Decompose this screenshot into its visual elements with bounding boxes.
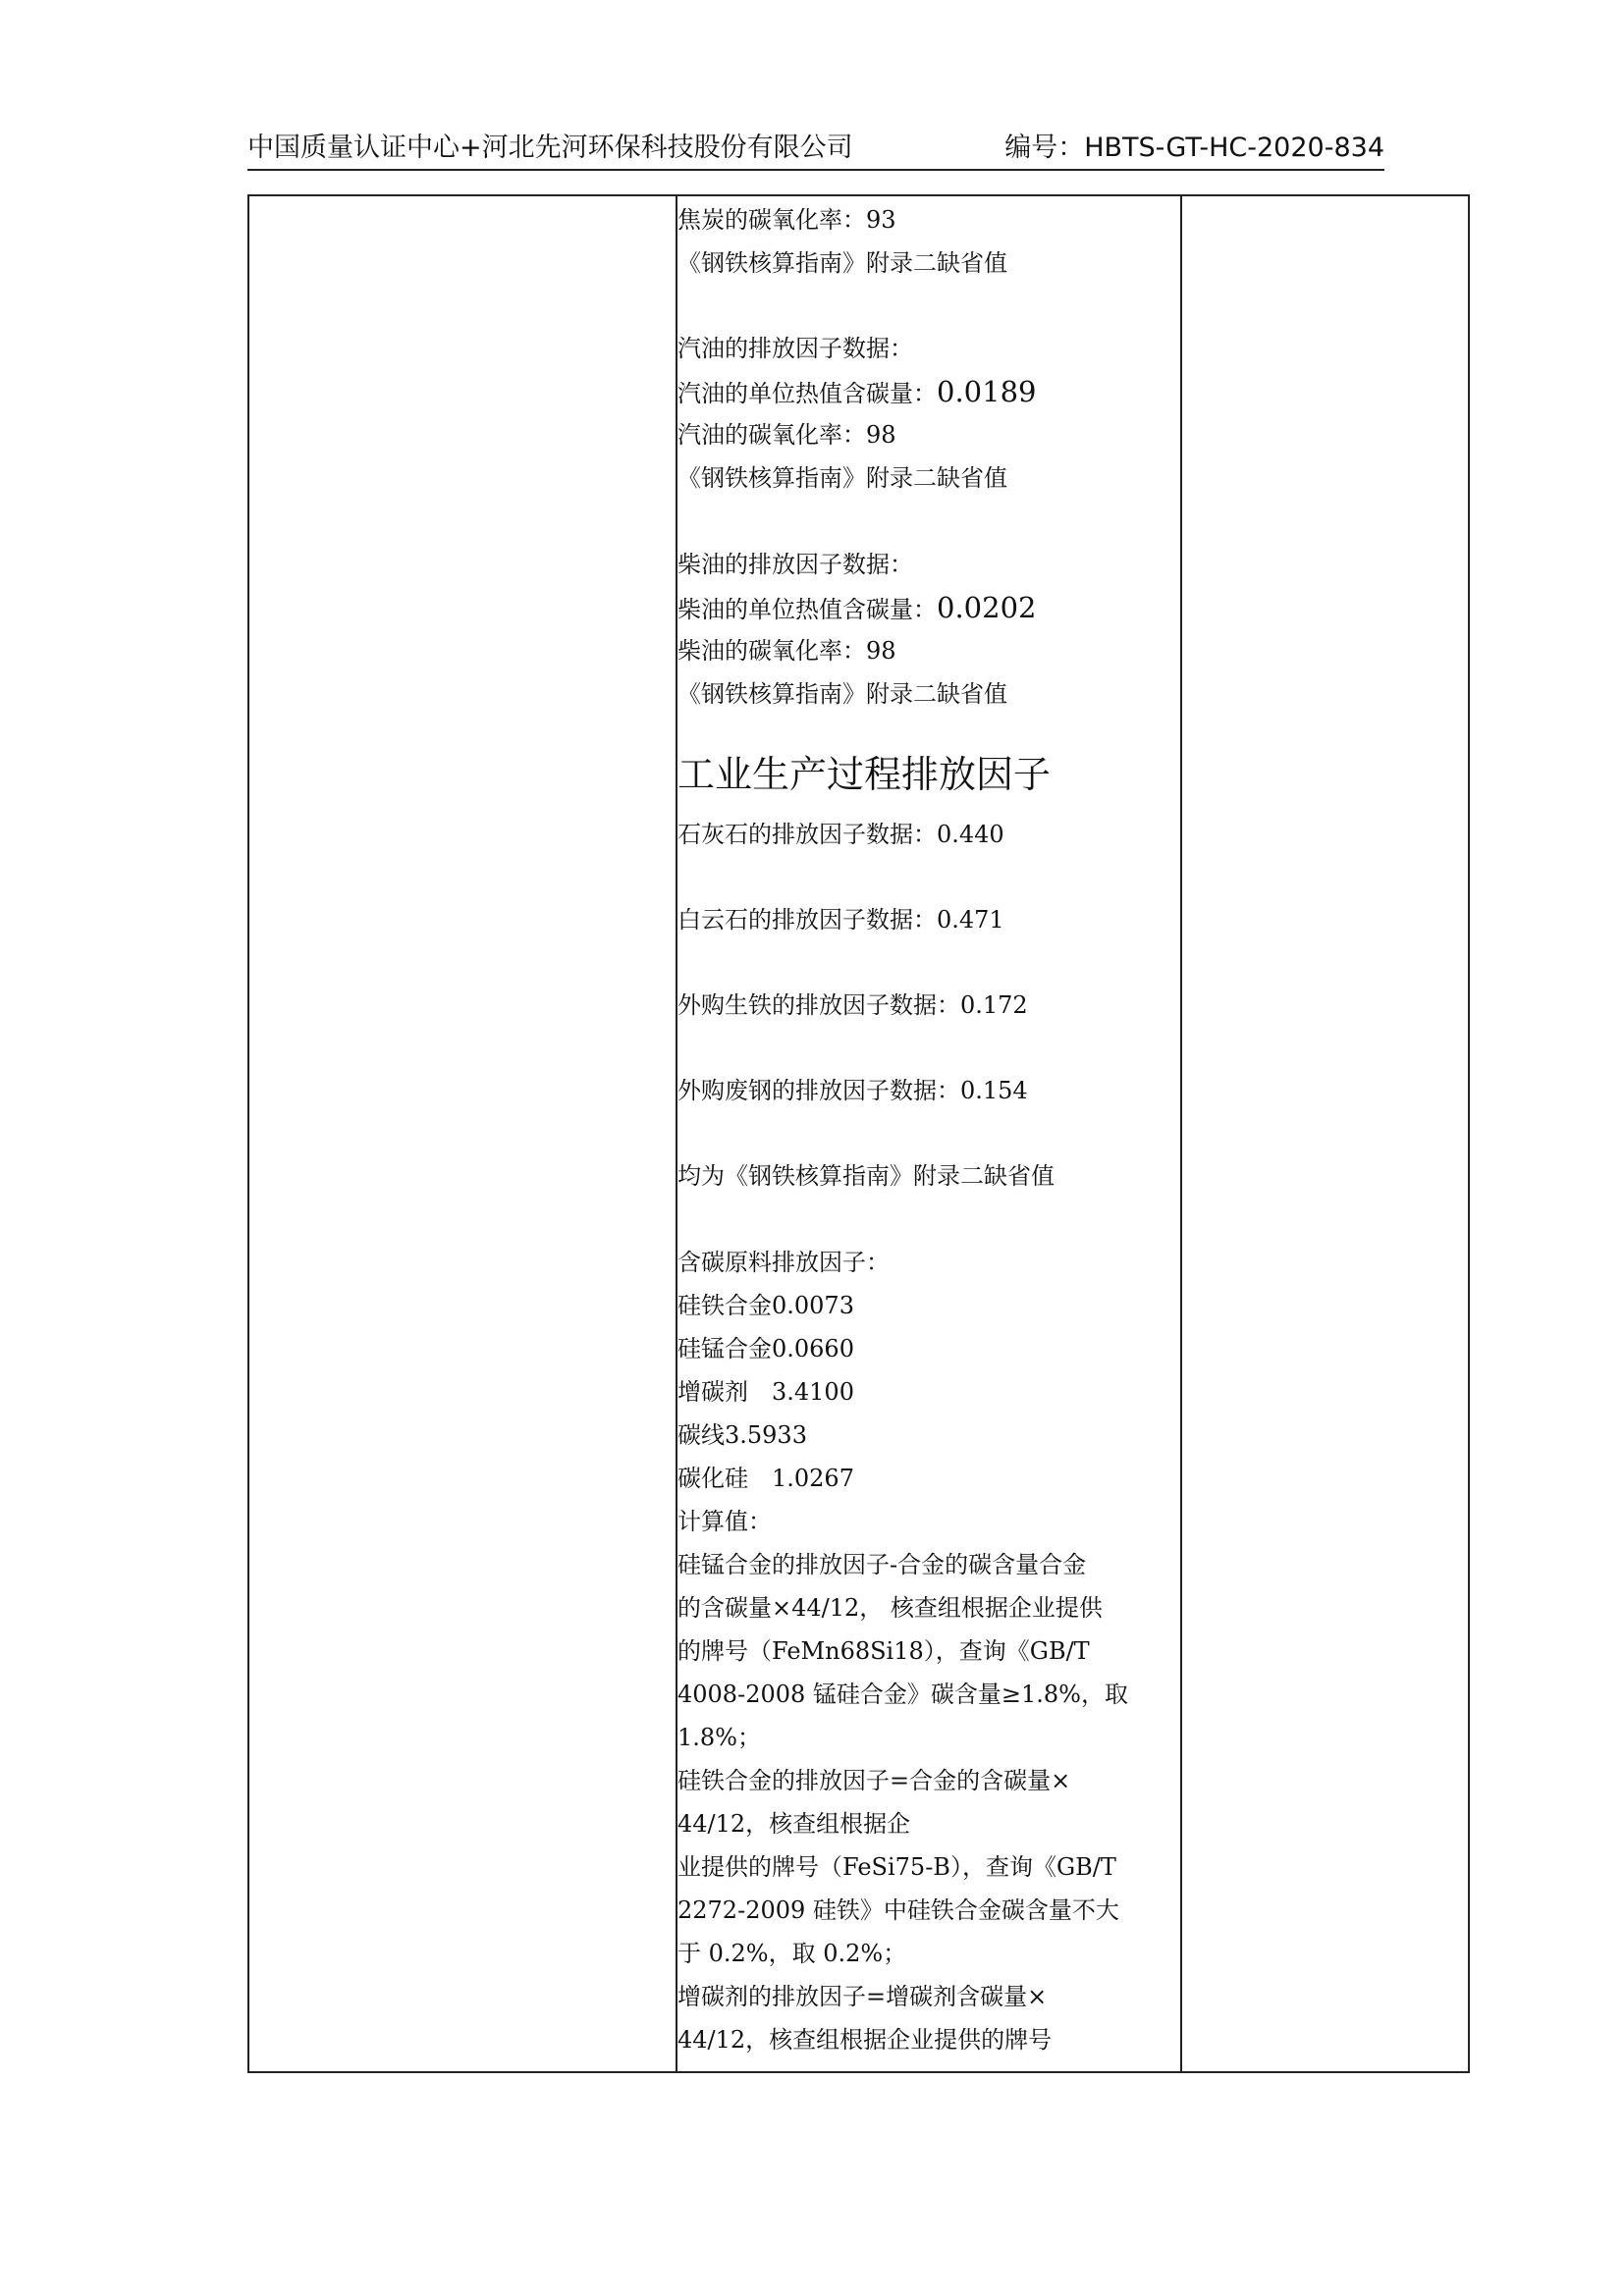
calc-line: 于 0.2%，取 0.2%；: [677, 1940, 907, 1967]
carbon-material-item: 碳线3.5933: [677, 1421, 807, 1449]
diesel-title: 柴油的排放因子数据：: [677, 551, 913, 578]
diesel-oxidation: 柴油的碳氧化率：98: [677, 637, 896, 665]
calc-line: 2272-2009 硅铁》中硅铁合金碳含量不大: [677, 1896, 1119, 1924]
carbon-material-item: 碳化硅 1.0267: [677, 1465, 854, 1492]
calc-line: 44/12，核查组根据企业提供的牌号: [677, 2026, 1053, 2054]
carbon-material-item: 硅铁合金0.0073: [677, 1292, 854, 1319]
organization-name: 中国质量认证中心+河北先河环保科技股份有限公司: [247, 133, 853, 163]
calc-line: 的牌号（FeMn68Si18），查询《GB/T: [677, 1637, 1090, 1665]
diesel-carbon-label: 柴油的单位热值含碳量：: [677, 596, 937, 623]
document-number: 编号：HBTS-GT-HC-2020-834: [1004, 133, 1384, 163]
calc-line: 增碳剂的排放因子=增碳剂含碳量×: [677, 1983, 1048, 2010]
diesel-carbon-value: 0.0202: [937, 591, 1037, 624]
calc-line: 4008-2008 锰硅合金》碳含量≥1.8%，取: [677, 1681, 1128, 1708]
gasoline-carbon-label: 汽油的单位热值含碳量：: [677, 380, 937, 407]
coke-oxidation: 焦炭的碳氧化率：93: [677, 206, 896, 234]
carbon-material-item: 增碳剂 3.4100: [677, 1378, 854, 1406]
process-source: 均为《钢铁核算指南》附录二缺省值: [677, 1162, 1055, 1190]
calc-title: 计算值：: [677, 1508, 772, 1535]
dolomite-factor: 白云石的排放因子数据：0.471: [677, 906, 1004, 934]
carbon-material-item: 硅锰合金0.0660: [677, 1335, 854, 1362]
coke-source: 《钢铁核算指南》附录二缺省值: [677, 249, 1007, 277]
page-header: [247, 126, 1384, 171]
carbon-materials-title: 含碳原料排放因子：: [677, 1249, 890, 1276]
process-heading: 工业生产过程排放因子: [677, 753, 1052, 796]
column-divider: [1180, 196, 1182, 2071]
gasoline-source: 《钢铁核算指南》附录二缺省值: [677, 464, 1007, 492]
gasoline-carbon-value: 0.0189: [937, 375, 1037, 408]
calc-line: 业提供的牌号（FeSi75-B），查询《GB/T: [677, 1853, 1116, 1881]
gasoline-title: 汽油的排放因子数据：: [677, 335, 913, 362]
gasoline-oxidation: 汽油的碳氧化率：98: [677, 421, 896, 449]
gasoline-carbon: [677, 370, 1168, 413]
scrap-factor: 外购废钢的排放因子数据：0.154: [677, 1077, 1028, 1104]
diesel-carbon: [677, 586, 1168, 629]
diesel-source: 《钢铁核算指南》附录二缺省值: [677, 680, 1007, 708]
calc-line: 的含碳量×44/12， 核查组根据企业提供: [677, 1594, 1103, 1622]
limestone-factor: 石灰石的排放因子数据：0.440: [677, 821, 1004, 848]
pig-iron-factor: 外购生铁的排放因子数据：0.172: [677, 991, 1028, 1019]
emission-factor-cell: [677, 198, 1168, 2061]
calc-line: 44/12，核查组根据企: [677, 1810, 911, 1838]
calc-line: 硅锰合金的排放因子-合金的碳含量合金: [677, 1551, 1087, 1578]
calc-line: 硅铁合金的排放因子=合金的含碳量×: [677, 1767, 1071, 1794]
calc-line: 1.8%；: [677, 1724, 761, 1751]
